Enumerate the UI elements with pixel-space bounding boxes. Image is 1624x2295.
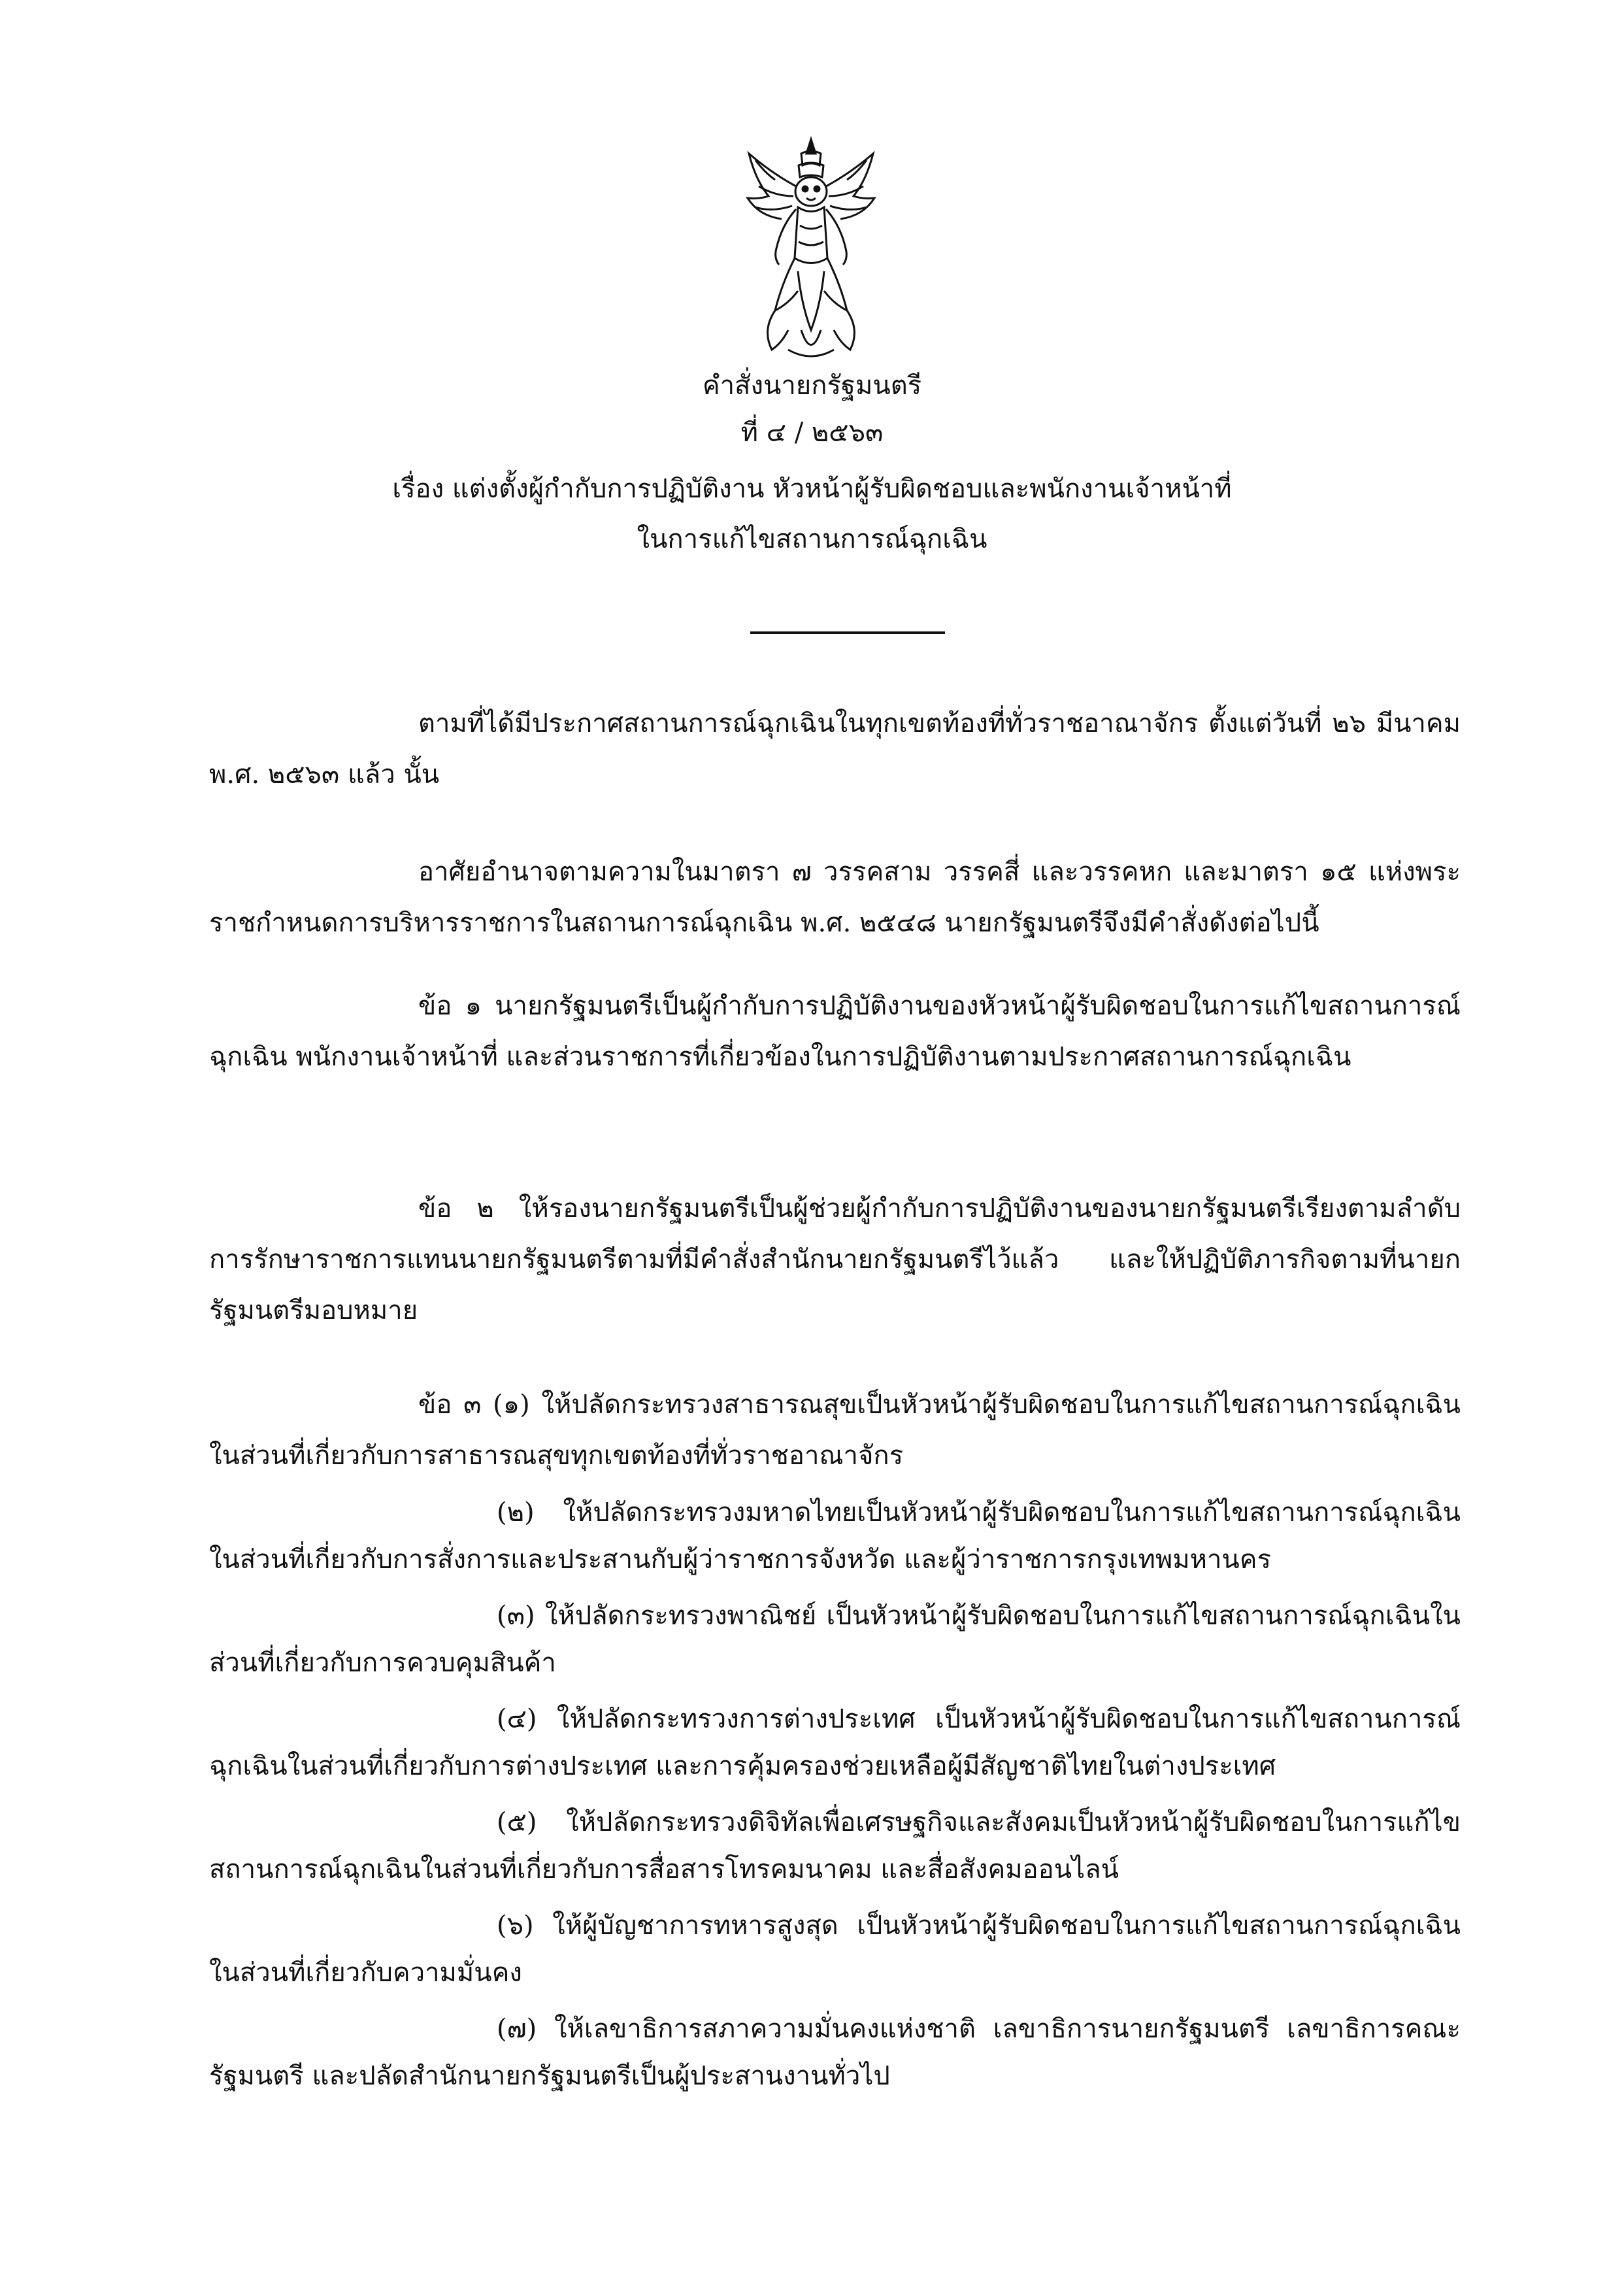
clause-1: ข้อ ๑ นายกรัฐมนตรีเป็นผู้กำกับการปฏิบัติงานของหัวหน้าผู้รับผิดชอบในการแก้ไขสถานการณ์ฉุกเฉิน พนักงานเจ้าหน้าที่ และส่วนราชการที่เกี่ยวข้องในการปฏิบัติงานตามประกาศสถานการณ์ฉุกเฉิน — [209, 991, 1461, 1072]
garuda-emblem-icon — [736, 134, 886, 366]
order-number: ที่ ๔ / ๒๕๖๓ — [740, 418, 884, 448]
clause-3-item-2: (๒) ให้ปลัดกระทรวงมหาดไทยเป็นหัวหน้าผู้รับผิดชอบในการแก้ไขสถานการณ์ฉุกเฉินในส่วนที่เกี่ยวกับการสั่งการและประสานกับผู้ว่าราชการจังหวัด และผู้ว่าราชการกรุงเทพมหานคร — [209, 1498, 1461, 1575]
header-divider — [750, 631, 945, 634]
clause-2: ข้อ ๒ ให้รองนายกรัฐมนตรีเป็นผู้ช่วยผู้กำกับการปฏิบัติงานของนายกรัฐมนตรีเรียงตามลำดับการรักษาราชการแทนนายกรัฐมนตรีตามที่มีคำสั่งสำนักนายกรัฐมนตรีไว้แล้ว และให้ปฏิบัติภารกิจตามที่นายกรัฐมนตรีมอบหมาย — [209, 1194, 1461, 1326]
clause-3-item-3: (๓) ให้ปลัดกระทรวงพาณิชย์ เป็นหัวหน้าผู้รับผิดชอบในการแก้ไขสถานการณ์ฉุกเฉินในส่วนที่เกี่ยวกับการควบคุมสินค้า — [209, 1601, 1461, 1678]
order-subject: เรื่อง แต่งตั้งผู้กำกับการปฏิบัติงาน หัวหน้าผู้รับผิดชอบและพนักงานเจ้าหน้าที่ — [392, 474, 1232, 504]
paragraph-authority: อาศัยอำนาจตามความในมาตรา ๗ วรรคสาม วรรคสี่ และวรรคหก และมาตรา ๑๕ แห่งพระราชกำหนดการบริหารราชการในสถานการณ์ฉุกเฉิน พ.ศ. ๒๕๔๘ นายกรัฐมนตรีจึงมีคำสั่งดังต่อไปนี้ — [209, 857, 1461, 938]
paragraph-preamble: ตามที่ได้มีประกาศสถานการณ์ฉุกเฉินในทุกเขตท้องที่ทั่วราชอาณาจักร ตั้งแต่วันที่ ๒๖ มีนาคม พ.ศ. ๒๕๖๓ แล้ว นั้น — [209, 709, 1461, 790]
clause-3-item-5: (๕) ให้ปลัดกระทรวงดิจิทัลเพื่อเศรษฐกิจและสังคมเป็นหัวหน้าผู้รับผิดชอบในการแก้ไขสถานการณ์ฉุกเฉินในส่วนที่เกี่ยวกับการสื่อสารโทรคมนาคม และสื่อสังคมออนไลน์ — [209, 1807, 1461, 1885]
clause-3-item-4: (๔) ให้ปลัดกระทรวงการต่างประเทศ เป็นหัวหน้าผู้รับผิดชอบในการแก้ไขสถานการณ์ฉุกเฉินในส่วนที่เกี่ยวกับการต่างประเทศ และการคุ้มครองช่วยเหลือผู้มีสัญชาติไทยในต่างประเทศ — [209, 1704, 1461, 1781]
clause-3-item-6: (๖) ให้ผู้บัญชาการทหารสูงสุด เป็นหัวหน้าผู้รับผิดชอบในการแก้ไขสถานการณ์ฉุกเฉินในส่วนที่เกี่ยวกับความมั่นคง — [209, 1911, 1461, 1988]
clause-3-item-1: ข้อ ๓ (๑) ให้ปลัดกระทรวงสาธารณสุขเป็นหัวหน้าผู้รับผิดชอบในการแก้ไขสถานการณ์ฉุกเฉินในส่วนที่เกี่ยวกับการสาธารณสุขทุกเขตท้องที่ทั่วราชอาณาจักร — [209, 1390, 1461, 1471]
clause-3-item-7: (๗) ให้เลขาธิการสภาความมั่นคงแห่งชาติ เลขาธิการนายกรัฐมนตรี เลขาธิการคณะรัฐมนตรี และปลัดสำนักนายกรัฐมนตรีเป็นผู้ประสานงานทั่วไป — [209, 2014, 1461, 2091]
order-subject-line2: ในการแก้ไขสถานการณ์ฉุกเฉิน — [637, 524, 987, 554]
order-title: คำสั่งนายกรัฐมนตรี — [702, 371, 922, 401]
